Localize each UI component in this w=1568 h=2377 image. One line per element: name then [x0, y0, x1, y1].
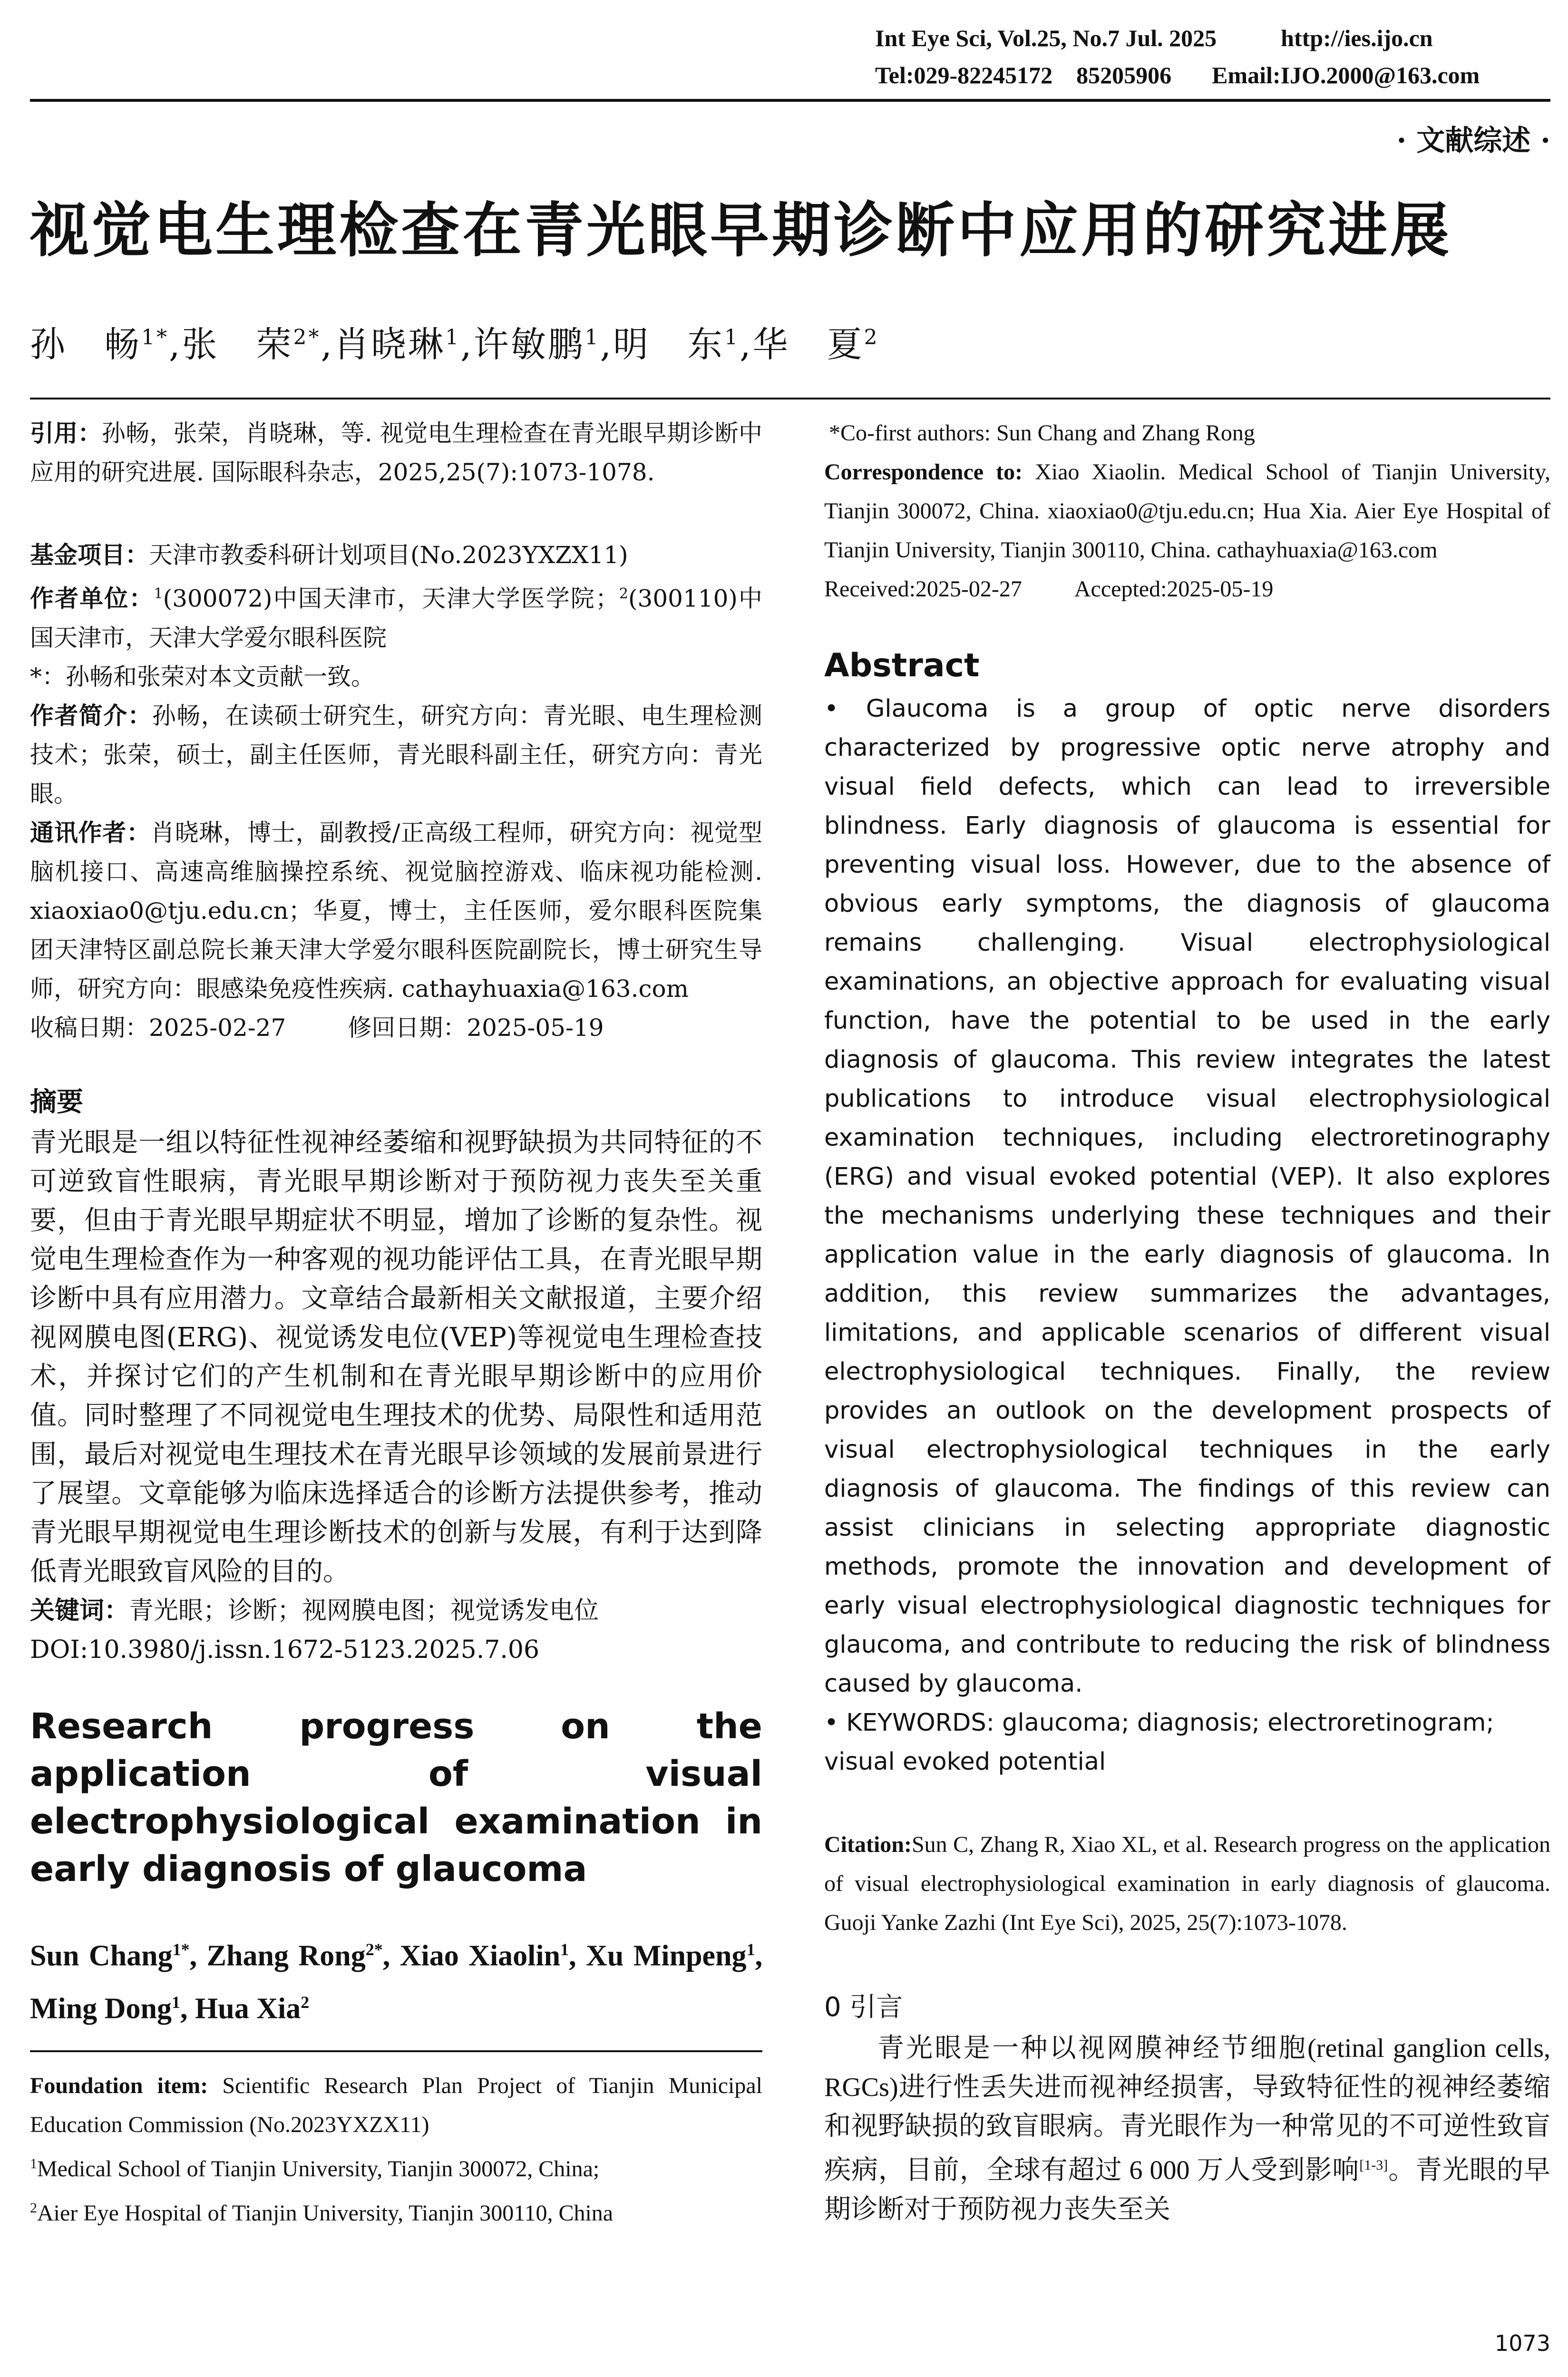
authors-cn: 孙 畅$^{1*}$,张 荣$^{2*}$,肖晓琳$^1$,许敏鹏$^1$,明 东$^1$,华 夏$^2$	[30, 324, 879, 365]
author-cn: 许敏鹏	[473, 324, 585, 365]
correspondence-en	[824, 453, 1550, 570]
affiliation-2	[30, 2189, 762, 2233]
corr-text: 肖晓琳，博士，副教授/正高级工程师，研究方向：视觉型脑机接口、高速高维脑操控系统、视觉脑控游戏、临床视功能检测. xiaoxiao0@tju.edu.cn；华夏，博士，主任医师，爱尔眼科医院集团天津特区副总院长兼天津大学爱尔眼科医院副院长，博士研究生导师，研究方向：眼感染免疫性疾病. cathayhuaxia@163.com	[30, 818, 762, 1003]
author-en: Ming Dong	[30, 1992, 172, 2025]
unit-text: (300072)中国天津市，天津大学医学院；	[163, 585, 619, 613]
author-sup: 1	[171, 1993, 180, 2012]
received-date-cn: 收稿日期：2025-02-27	[30, 1013, 286, 1042]
intro-text: 青光眼是一种以视网膜神经节细胞(retinal ganglion cells, RGCs)进行性丢失进而视神经损害，导致特征性的视神经萎缩和视野缺损的致盲眼病。青光眼作为一种常见的不可逆性致盲疾病，目前，全球有超过 6 000 万人受到影响	[824, 2034, 1550, 2185]
author-sup: 1	[584, 325, 600, 350]
reference-marker: [1-3]	[1359, 2157, 1388, 2173]
equal-contribution-note: *：孙畅和张荣对本文贡献一致。	[30, 662, 375, 691]
author-cn: 肖晓琳	[334, 324, 446, 365]
correspondence-label: Correspondence to:	[824, 459, 1023, 485]
bio-text: 孙畅，在读硕士研究生，研究方向：青光眼、电生理检测技术；张荣，硕士，副主任医师，青光眼科副主任，研究方向：青光眼。	[30, 701, 763, 808]
fund-item	[30, 536, 762, 575]
author-bio	[30, 696, 762, 813]
abstract-en-heading: Abstract	[824, 647, 980, 684]
citation-label: 引用：	[30, 419, 102, 447]
unit-text: (300110)中国天津市，天津大学爱尔眼科医院	[30, 585, 762, 652]
aff-text: Aier Eye Hospital of Tianjin University, Tianjin 300110, China	[37, 2200, 614, 2226]
unit-sup: 1	[154, 585, 163, 602]
authors-en: Sun Chang$^{1*}$, Zhang Rong$^{2*}$, Xiao Xiaolin$^1$, Xu Minpeng$^1$, Ming Dong$^1$, Hua Xia$^2$	[30, 1939, 763, 2025]
correspondence-text: Xiao Xiaolin. Medical School of Tianjin University, Tianjin 300072, China. xiaoxiao0@tju.edu.cn; Hua Xia. Aier Eye Hospital of Tianjin University, Tianjin 300110, China. cathayhuaxia@163.com	[824, 459, 1551, 563]
author-en: Xiao Xiaolin	[399, 1939, 561, 1972]
accepted-date-en: Accepted:2025-05-19	[1074, 576, 1274, 602]
author-sup: 1	[746, 1939, 755, 1959]
unit-label: 作者单位：	[30, 584, 154, 613]
author-cn: 明 东	[613, 324, 725, 365]
received-date-en: Received:2025-02-27	[824, 576, 1022, 602]
journal-citation: Int Eye Sci, Vol.25, No.7 Jul. 2025	[875, 25, 1217, 51]
bio-label: 作者简介：	[30, 701, 152, 730]
keywords-label-cn: 关键词：	[30, 1596, 129, 1625]
aff-sup: 2	[30, 2200, 37, 2216]
fund-text: 天津市教委科研计划项目(No.2023YXZX11)	[149, 541, 628, 569]
abstract-en-body: • Glaucoma is a group of optic nerve disorders characterized by progressive optic nerve atrophy and visual field defects, which can lead to irreversible blindness. Early diagnosis of glaucoma is essential for preventing visual loss. However, due to the absence of obvious early symptoms, the diagnosis of glaucoma remains challenging. Visual electrophysiological examinations, an objective approach for evaluating visual function, have the potential to be used in the early diagnosis of glaucoma. This review integrates the latest publications to introduce visual electrophysiological examination techniques, including electroretinography (ERG) and visual evoked potential (VEP). It also explores the mechanisms underlying these techniques and their application value in the early diagnosis of glaucoma. In addition, this review summarizes the advantages, limitations, and applicable scenarios of different visual electrophysiological techniques. Finally, the review provides an outlook on the development prospects of visual electrophysiological techniques in the early diagnosis of glaucoma. The findings of this review can assist clinicians in selecting appropriate diagnostic methods, promote the innovation and development of early visual electrophysiological diagnostic techniques for glaucoma, and contribute to reducing the risk of blindness caused by glaucoma.	[824, 690, 1550, 1704]
intro-heading: 0 引言	[824, 1992, 903, 2023]
title-rule	[30, 398, 1550, 399]
author-sup: 1	[445, 325, 461, 350]
corresponding-author	[30, 813, 762, 1008]
keywords-text-cn: 青光眼；诊断；视网膜电图；视觉诱发电位	[129, 1596, 599, 1625]
dates-en	[824, 570, 1550, 609]
citation-en	[824, 1825, 1550, 1942]
journal-header-line1	[875, 24, 1550, 52]
page-number: 1073	[1494, 2330, 1550, 2356]
aff-text: Medical School of Tianjin University, Tianjin 300072, China;	[37, 2156, 600, 2182]
citation-label-en: Citation:	[824, 1832, 912, 1857]
journal-tel: Tel:029-82245172 85205906	[875, 62, 1172, 88]
unit-sup: 2	[619, 585, 629, 602]
author-sup: 1	[560, 1939, 569, 1959]
citation-text: 孙畅，张荣，肖晓琳，等. 视觉电生理检查在青光眼早期诊断中应用的研究进展. 国际眼科杂志，2025,25(7):1073-1078.	[30, 419, 762, 486]
author-sup: 2*	[365, 1939, 383, 1959]
article-title-cn: 视觉电生理检查在青光眼早期诊断中应用的研究进展	[30, 196, 1452, 265]
article-title-en: Research progress on the application of visual electrophysiological examination in early diagnosis of glaucoma	[30, 1705, 762, 1890]
revised-date-cn: 修回日期：2025-05-19	[348, 1013, 604, 1042]
author-sup: 2	[301, 1993, 310, 2012]
author-sup: 1*	[141, 325, 169, 350]
left-column	[30, 414, 762, 2233]
journal-header-line2	[875, 61, 1550, 89]
doi: DOI:10.3980/j.issn.1672-5123.2025.7.06	[30, 1635, 540, 1664]
keywords-en	[824, 1704, 1550, 1782]
author-en: Hua Xia	[195, 1992, 301, 2025]
foundation-label: Foundation item:	[30, 2073, 208, 2098]
author-en: Xu Minpeng	[586, 1939, 747, 1972]
journal-url: http://ies.ijo.cn	[1281, 25, 1433, 51]
keywords-cn	[30, 1591, 762, 1630]
journal-email: Email:IJO.2000@163.com	[1212, 62, 1480, 88]
author-sup: 2	[864, 325, 879, 350]
affiliation-1	[30, 2144, 762, 2189]
author-cn: 张 荣	[182, 324, 293, 365]
author-sup: 1*	[172, 1939, 190, 1959]
fund-label: 基金项目：	[30, 541, 149, 569]
author-cn: 华 夏	[752, 324, 864, 365]
section-label: · 文献综述 ·	[1396, 124, 1550, 157]
author-en: Sun Chang	[30, 1939, 173, 1972]
author-sup: 2*	[293, 325, 321, 350]
foundation-item	[30, 2066, 762, 2144]
cofirst-note: *Co-first authors: Sun Chang and Zhang Rong	[829, 420, 1255, 446]
header-rule	[30, 99, 1550, 102]
author-units	[30, 575, 762, 657]
author-cn: 孙 畅	[30, 324, 141, 365]
citation-text-en: Sun C, Zhang R, Xiao XL, et al. Research progress on the application of visual electrophysiological examination in early diagnosis of glaucoma. Guoji Yanke Zazhi (Int Eye Sci), 2025, 25(7):1073-1078.	[824, 1832, 1550, 1935]
keywords-label-en: KEYWORDS:	[846, 1709, 994, 1737]
intro-body	[824, 2029, 1550, 2229]
left-footnote-rule	[30, 2050, 762, 2052]
aff-sup: 1	[30, 2155, 37, 2172]
abstract-cn-body: 青光眼是一组以特征性视神经萎缩和视野缺损为共同特征的不可逆致盲性眼病，青光眼早期诊断对于预防视力丧失至关重要，但由于青光眼早期症状不明显，增加了诊断的复杂性。视觉电生理检查作为一种客观的视功能评估工具，在青光眼早期诊断中具有应用潜力。文章结合最新相关文献报道，主要介绍视网膜电图(ERG)、视觉诱发电位(VEP)等视觉电生理检查技术，并探讨它们的产生机制和在青光眼早期诊断中的应用价值。同时整理了不同视觉电生理技术的优势、局限性和适用范围，最后对视觉电生理技术在青光眼早诊领域的发展前景进行了展望。文章能够为临床选择适合的诊断方法提供参考，推动青光眼早期视觉电生理诊断技术的创新与发展，有利于达到降低青光眼致盲风险的目的。	[30, 1127, 762, 1587]
keywords-text-en: glaucoma; diagnosis; electroretinogram; visual evoked potential	[824, 1709, 1494, 1776]
dates-cn	[30, 1008, 762, 1047]
author-sup: 1	[724, 325, 740, 350]
intro-text: 。青光眼的早期诊断对于预防视力丧失至关	[824, 2155, 1551, 2224]
right-column	[824, 414, 1550, 2229]
abstract-cn-heading: 摘要	[30, 1086, 83, 1118]
corr-label: 通讯作者：	[30, 818, 151, 847]
citation-cn	[30, 414, 762, 492]
foundation-text: Scientific Research Plan Project of Tianjin Municipal Education Commission (No.2023YXZX11)	[30, 2073, 762, 2137]
author-en: Zhang Rong	[206, 1939, 366, 1972]
